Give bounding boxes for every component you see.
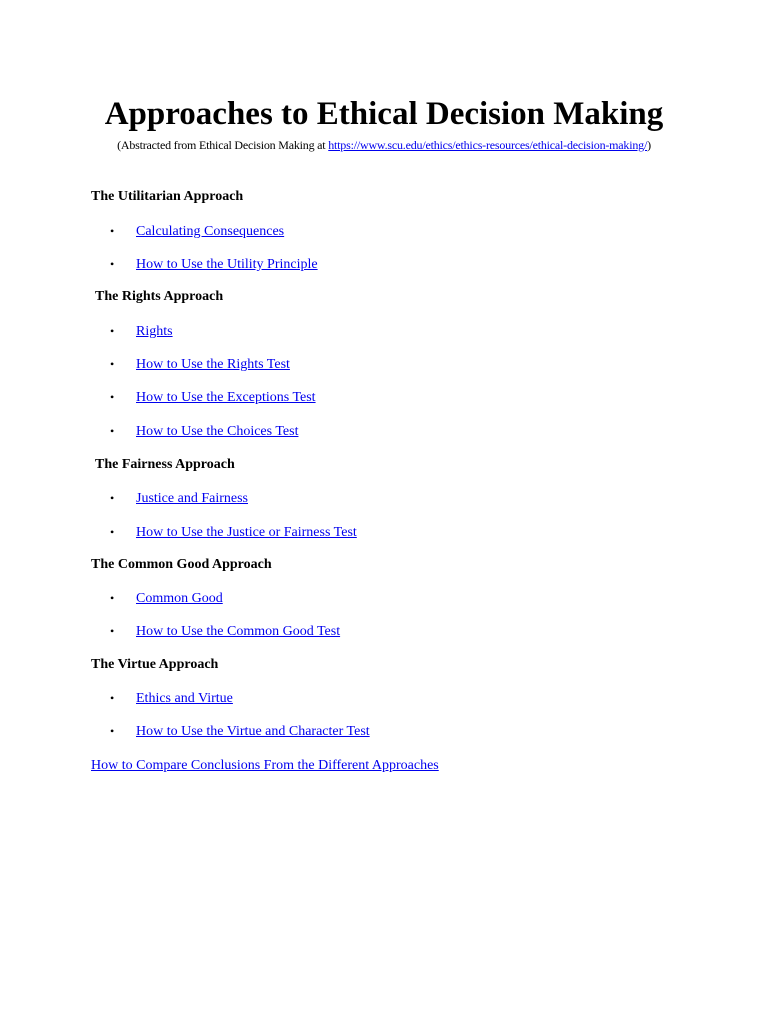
- bullet: •: [110, 324, 115, 338]
- link-virtue-character-test[interactable]: How to Use the Virtue and Character Test: [136, 724, 370, 739]
- bullet: •: [110, 424, 115, 438]
- bullet: •: [110, 224, 115, 238]
- list-item: [110, 488, 248, 509]
- source-url-link[interactable]: https://www.scu.edu/ethics/ethics-resources/ethical-decision-making/: [328, 138, 648, 152]
- section-heading-fairness: The Fairness Approach: [95, 457, 235, 472]
- link-justice-and-fairness[interactable]: Justice and Fairness: [136, 491, 248, 506]
- list-item: [110, 688, 233, 709]
- list-item: [110, 387, 316, 408]
- list-item: [110, 221, 284, 242]
- link-rights[interactable]: Rights: [136, 324, 173, 339]
- link-common-good-test[interactable]: How to Use the Common Good Test: [136, 624, 341, 639]
- bullet: •: [110, 591, 115, 605]
- list-item: [110, 588, 223, 609]
- bullet: •: [110, 257, 115, 271]
- list-item: [110, 421, 298, 442]
- list-item: [110, 721, 370, 742]
- list-item: [110, 254, 318, 275]
- link-choices-test[interactable]: How to Use the Choices Test: [136, 424, 299, 439]
- section-heading-rights: The Rights Approach: [95, 289, 224, 304]
- page-title: Approaches to Ethical Decision Making: [104, 96, 664, 132]
- list-item: [110, 354, 290, 375]
- list-item: [110, 621, 340, 642]
- link-rights-test[interactable]: How to Use the Rights Test: [136, 357, 290, 372]
- link-common-good[interactable]: Common Good: [136, 591, 223, 606]
- section-heading-utilitarian: The Utilitarian Approach: [91, 189, 244, 204]
- source-note: [0, 136, 768, 154]
- bullet: •: [110, 624, 115, 638]
- bullet: •: [110, 491, 115, 505]
- link-justice-fairness-test[interactable]: How to Use the Justice or Fairness Test: [136, 525, 357, 540]
- list-item: [110, 321, 173, 342]
- bullet: •: [110, 357, 115, 371]
- link-compare-conclusions[interactable]: How to Compare Conclusions From the Different Approaches: [91, 758, 439, 773]
- link-calculating-consequences[interactable]: Calculating Consequences: [136, 224, 285, 239]
- bullet: •: [110, 525, 115, 539]
- section-heading-virtue: The Virtue Approach: [91, 657, 219, 672]
- bullet: •: [110, 390, 115, 404]
- list-item: [110, 522, 357, 543]
- bullet: •: [110, 691, 115, 705]
- link-utility-principle[interactable]: How to Use the Utility Principle: [136, 257, 318, 272]
- link-exceptions-test[interactable]: How to Use the Exceptions Test: [136, 390, 316, 405]
- link-ethics-and-virtue[interactable]: Ethics and Virtue: [136, 691, 233, 706]
- source-note-prefix: (Abstracted from Ethical Decision Making at: [117, 138, 329, 152]
- section-heading-common-good: The Common Good Approach: [91, 557, 272, 572]
- source-note-suffix: ): [647, 138, 651, 152]
- bullet: •: [110, 724, 115, 738]
